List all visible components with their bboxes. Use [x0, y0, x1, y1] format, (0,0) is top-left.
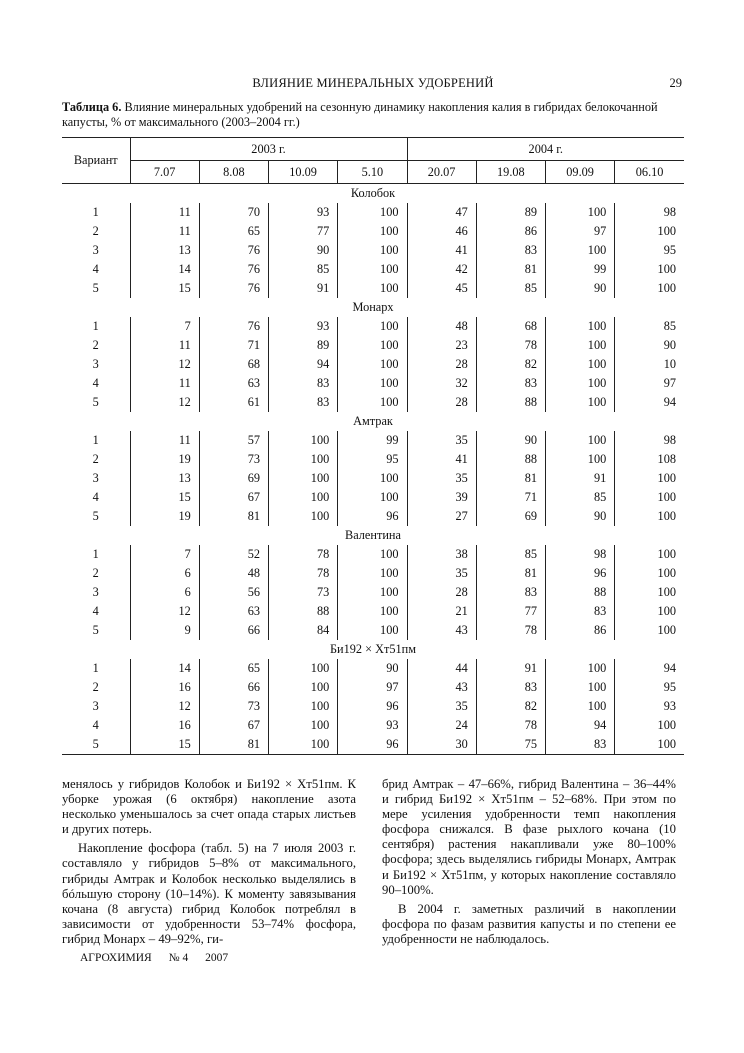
value-cell: 83 [269, 374, 338, 393]
value-cell: 66 [199, 621, 268, 640]
value-cell: 93 [269, 203, 338, 222]
value-cell: 42 [407, 260, 476, 279]
value-cell: 15 [130, 279, 199, 298]
table-row [62, 735, 684, 755]
value-cell: 100 [546, 355, 615, 374]
value-cell: 81 [476, 469, 545, 488]
date-header: 8.08 [199, 161, 268, 184]
value-cell: 68 [476, 317, 545, 336]
value-cell: 100 [338, 545, 407, 564]
value-cell: 94 [269, 355, 338, 374]
date-header: 20.07 [407, 161, 476, 184]
variant-cell: 4 [62, 602, 130, 621]
variant-cell: 5 [62, 393, 130, 412]
value-cell: 65 [199, 222, 268, 241]
value-cell: 100 [338, 260, 407, 279]
table-row [62, 374, 684, 393]
value-cell: 70 [199, 203, 268, 222]
value-cell: 98 [546, 545, 615, 564]
value-cell: 28 [407, 355, 476, 374]
value-cell: 100 [546, 203, 615, 222]
value-cell: 88 [476, 450, 545, 469]
value-cell: 78 [269, 564, 338, 583]
table-row [62, 488, 684, 507]
value-cell: 77 [476, 602, 545, 621]
value-cell: 14 [130, 659, 199, 678]
value-cell: 86 [476, 222, 545, 241]
value-cell: 78 [269, 545, 338, 564]
value-cell: 100 [338, 374, 407, 393]
value-cell: 95 [338, 450, 407, 469]
variant-cell: 5 [62, 735, 130, 755]
date-header: 10.09 [269, 161, 338, 184]
table-row [62, 393, 684, 412]
value-cell: 99 [546, 260, 615, 279]
value-cell: 100 [338, 279, 407, 298]
value-cell: 100 [546, 241, 615, 260]
table-body [62, 184, 684, 755]
value-cell: 81 [199, 507, 268, 526]
value-cell: 76 [199, 260, 268, 279]
value-cell: 61 [199, 393, 268, 412]
value-cell: 65 [199, 659, 268, 678]
running-title: ВЛИЯНИЕ МИНЕРАЛЬНЫХ УДОБРЕНИЙ [252, 76, 494, 90]
value-cell: 94 [546, 716, 615, 735]
value-cell: 32 [407, 374, 476, 393]
value-cell: 100 [269, 678, 338, 697]
value-cell: 69 [476, 507, 545, 526]
hybrid-group-row [62, 640, 684, 659]
value-cell: 100 [615, 735, 684, 755]
value-cell: 9 [130, 621, 199, 640]
table-row [62, 564, 684, 583]
value-cell: 100 [269, 716, 338, 735]
variant-cell: 3 [62, 241, 130, 260]
table-row [62, 450, 684, 469]
variant-cell: 3 [62, 355, 130, 374]
value-cell: 69 [199, 469, 268, 488]
publication-year: 2007 [205, 952, 229, 964]
value-cell: 86 [546, 621, 615, 640]
table-row [62, 431, 684, 450]
value-cell: 83 [476, 241, 545, 260]
value-cell: 11 [130, 374, 199, 393]
value-cell: 78 [476, 336, 545, 355]
variant-cell: 4 [62, 716, 130, 735]
value-cell: 96 [338, 507, 407, 526]
value-cell: 91 [476, 659, 545, 678]
table-caption [62, 100, 684, 130]
value-cell: 47 [407, 203, 476, 222]
value-cell: 7 [130, 545, 199, 564]
paragraph: менялось у гибридов Колобок и Би192 × Хт51пм. К уборке урожая (6 октября) накопление азота несколько уменьшалось за счет опада старых листьев и других потерь. [62, 777, 356, 837]
value-cell: 6 [130, 564, 199, 583]
value-cell: 100 [338, 203, 407, 222]
value-cell: 100 [546, 317, 615, 336]
value-cell: 11 [130, 203, 199, 222]
value-cell: 100 [546, 697, 615, 716]
issue-number: № 4 [168, 952, 189, 964]
variant-cell: 2 [62, 564, 130, 583]
value-cell: 77 [269, 222, 338, 241]
variant-cell: 4 [62, 488, 130, 507]
value-cell: 7 [130, 317, 199, 336]
value-cell: 11 [130, 336, 199, 355]
value-cell: 100 [269, 488, 338, 507]
value-cell: 93 [663, 699, 676, 713]
value-cell: 15 [130, 488, 199, 507]
value-cell: 100 [657, 281, 676, 295]
value-cell: 100 [657, 585, 676, 599]
table-row [62, 469, 684, 488]
value-cell: 100 [657, 490, 676, 504]
value-cell: 16 [130, 678, 199, 697]
value-cell: 100 [338, 621, 407, 640]
value-cell: 100 [269, 697, 338, 716]
value-cell: 90 [546, 507, 615, 526]
running-footer [80, 952, 242, 964]
date-header: 19.08 [476, 161, 545, 184]
table-row [62, 203, 684, 222]
value-cell: 67 [199, 716, 268, 735]
value-cell: 13 [130, 241, 199, 260]
value-cell: 108 [657, 452, 676, 466]
value-cell: 95 [663, 680, 676, 694]
body-text-left-column [62, 777, 356, 947]
table-row [62, 659, 684, 678]
table-caption-text: Влияние минеральных удобрений на сезонную динамику накопления калия в гибридах белокочанной капусты, % от максимального (2003–2004 гг.) [62, 100, 658, 129]
journal-name: АГРОХИМИЯ [80, 952, 152, 964]
value-cell: 96 [338, 735, 407, 755]
value-cell: 48 [407, 317, 476, 336]
value-cell: 73 [269, 583, 338, 602]
value-cell: 100 [657, 509, 676, 523]
value-cell: 100 [338, 564, 407, 583]
variant-cell: 2 [62, 336, 130, 355]
value-cell: 90 [546, 279, 615, 298]
value-cell: 75 [476, 735, 545, 755]
value-cell: 100 [338, 222, 407, 241]
table-row [62, 621, 684, 640]
value-cell: 38 [407, 545, 476, 564]
value-cell: 100 [338, 393, 407, 412]
value-cell: 35 [407, 564, 476, 583]
hybrid-name: Би192 × Хт51пм [329, 642, 417, 656]
value-cell: 28 [407, 583, 476, 602]
value-cell: 100 [269, 735, 338, 755]
paragraph: В 2004 г. заметных различий в накоплении фосфора по фазам развития капусты и по степени ее удобренности не наблюдалось. [382, 901, 676, 946]
value-cell: 45 [407, 279, 476, 298]
value-cell: 19 [130, 507, 199, 526]
date-header: 5.10 [338, 161, 407, 184]
value-cell: 100 [657, 262, 676, 276]
value-cell: 100 [269, 469, 338, 488]
value-cell: 41 [407, 241, 476, 260]
hybrid-name: Валентина [345, 528, 401, 542]
variant-cell: 5 [62, 507, 130, 526]
value-cell: 30 [407, 735, 476, 755]
table-row [62, 678, 684, 697]
value-cell: 85 [476, 545, 545, 564]
value-cell: 88 [269, 602, 338, 621]
value-cell: 100 [546, 450, 615, 469]
value-cell: 68 [199, 355, 268, 374]
value-cell: 83 [476, 374, 545, 393]
value-cell: 100 [546, 336, 615, 355]
value-cell: 90 [338, 659, 407, 678]
paragraph: брид Амтрак – 47–66%, гибрид Валентина – 36–44% и гибрид Би192 × Хт51пм – 52–68%. При этом по мере усиления удобренности темп накопления фосфора снижался. В фазе рыхлого кочана (10 сентября) растения накапливали уже 80–100% фосфора; здесь выделялись гибриды Монарх, Амтрак и Би192 × Хт51пм, у которых накопление составляло 90–100%. [382, 777, 676, 897]
value-cell: 44 [407, 659, 476, 678]
date-header: 7.07 [130, 161, 199, 184]
date-header: 06.10 [615, 161, 684, 184]
value-cell: 57 [199, 431, 268, 450]
value-cell: 100 [338, 583, 407, 602]
hybrid-name: Амтрак [353, 414, 393, 428]
value-cell: 100 [657, 224, 676, 238]
value-cell: 96 [546, 564, 615, 583]
value-cell: 73 [199, 450, 268, 469]
value-cell: 100 [338, 355, 407, 374]
variant-cell: 5 [62, 279, 130, 298]
year-header-2004: 2004 г. [407, 138, 684, 161]
value-cell: 97 [338, 678, 407, 697]
value-cell: 100 [546, 431, 615, 450]
value-cell: 46 [407, 222, 476, 241]
value-cell: 97 [663, 376, 676, 390]
value-cell: 90 [663, 338, 676, 352]
variant-header: Вариант [62, 138, 130, 184]
value-cell: 85 [476, 279, 545, 298]
value-cell: 100 [657, 566, 676, 580]
value-cell: 15 [130, 735, 199, 755]
variant-cell: 2 [62, 678, 130, 697]
value-cell: 35 [407, 697, 476, 716]
value-cell: 48 [199, 564, 268, 583]
hybrid-group-row [62, 298, 684, 317]
value-cell: 63 [199, 602, 268, 621]
value-cell: 12 [130, 355, 199, 374]
table-label: Таблица 6. [62, 100, 122, 114]
variant-cell: 1 [62, 659, 130, 678]
value-cell: 98 [663, 205, 676, 219]
value-cell: 6 [130, 583, 199, 602]
table-row [62, 336, 684, 355]
value-cell: 56 [199, 583, 268, 602]
table-row [62, 583, 684, 602]
value-cell: 90 [269, 241, 338, 260]
value-cell: 89 [269, 336, 338, 355]
hybrid-group-row [62, 526, 684, 545]
value-cell: 35 [407, 469, 476, 488]
value-cell: 100 [657, 547, 676, 561]
value-cell: 100 [338, 469, 407, 488]
value-cell: 35 [407, 431, 476, 450]
value-cell: 89 [476, 203, 545, 222]
value-cell: 85 [663, 319, 676, 333]
hybrid-group-row [62, 412, 684, 431]
table-row [62, 260, 684, 279]
variant-cell: 3 [62, 697, 130, 716]
value-cell: 10 [663, 357, 676, 371]
hybrid-name: Монарх [352, 300, 394, 314]
value-cell: 12 [130, 393, 199, 412]
variant-cell: 2 [62, 222, 130, 241]
running-header [62, 76, 684, 94]
value-cell: 13 [130, 469, 199, 488]
value-cell: 66 [199, 678, 268, 697]
value-cell: 82 [476, 697, 545, 716]
table-row [62, 222, 684, 241]
value-cell: 76 [199, 241, 268, 260]
value-cell: 91 [269, 279, 338, 298]
value-cell: 100 [546, 393, 615, 412]
page-number: 29 [669, 76, 682, 90]
value-cell: 100 [546, 374, 615, 393]
value-cell: 27 [407, 507, 476, 526]
table-row [62, 697, 684, 716]
value-cell: 97 [546, 222, 615, 241]
variant-cell: 1 [62, 431, 130, 450]
value-cell: 100 [657, 471, 676, 485]
table-row [62, 241, 684, 260]
value-cell: 67 [199, 488, 268, 507]
value-cell: 100 [338, 317, 407, 336]
value-cell: 96 [338, 697, 407, 716]
value-cell: 78 [476, 716, 545, 735]
value-cell: 90 [476, 431, 545, 450]
value-cell: 76 [199, 317, 268, 336]
value-cell: 39 [407, 488, 476, 507]
value-cell: 14 [130, 260, 199, 279]
value-cell: 83 [269, 393, 338, 412]
variant-cell: 4 [62, 260, 130, 279]
value-cell: 100 [546, 659, 615, 678]
data-table-container [62, 137, 684, 755]
value-cell: 63 [199, 374, 268, 393]
value-cell: 100 [338, 602, 407, 621]
variant-cell: 2 [62, 450, 130, 469]
value-cell: 88 [546, 583, 615, 602]
value-cell: 95 [663, 243, 676, 257]
value-cell: 99 [338, 431, 407, 450]
value-cell: 82 [476, 355, 545, 374]
value-cell: 24 [407, 716, 476, 735]
value-cell: 81 [476, 260, 545, 279]
value-cell: 88 [476, 393, 545, 412]
value-cell: 41 [407, 450, 476, 469]
value-cell: 81 [476, 564, 545, 583]
potassium-table [62, 137, 684, 755]
value-cell: 83 [476, 678, 545, 697]
table-row [62, 716, 684, 735]
table-row [62, 545, 684, 564]
value-cell: 100 [269, 450, 338, 469]
table-row [62, 507, 684, 526]
value-cell: 76 [199, 279, 268, 298]
value-cell: 85 [269, 260, 338, 279]
table-row [62, 355, 684, 374]
value-cell: 19 [130, 450, 199, 469]
variant-cell: 4 [62, 374, 130, 393]
value-cell: 93 [269, 317, 338, 336]
value-cell: 100 [269, 507, 338, 526]
value-cell: 100 [338, 336, 407, 355]
variant-cell: 1 [62, 545, 130, 564]
value-cell: 100 [269, 431, 338, 450]
value-cell: 100 [338, 241, 407, 260]
table-row [62, 317, 684, 336]
value-cell: 43 [407, 621, 476, 640]
value-cell: 84 [269, 621, 338, 640]
body-text-right-column [382, 777, 676, 947]
value-cell: 100 [269, 659, 338, 678]
hybrid-name: Колобок [350, 186, 396, 200]
date-header: 09.09 [546, 161, 615, 184]
value-cell: 100 [657, 718, 676, 732]
value-cell: 71 [199, 336, 268, 355]
value-cell: 83 [546, 735, 615, 755]
table-row [62, 602, 684, 621]
value-cell: 16 [130, 716, 199, 735]
value-cell: 28 [407, 393, 476, 412]
value-cell: 81 [199, 735, 268, 755]
hybrid-group-row [62, 184, 684, 204]
value-cell: 71 [476, 488, 545, 507]
value-cell: 100 [657, 604, 676, 618]
value-cell: 98 [663, 433, 676, 447]
value-cell: 93 [338, 716, 407, 735]
value-cell: 23 [407, 336, 476, 355]
value-cell: 43 [407, 678, 476, 697]
value-cell: 100 [657, 623, 676, 637]
variant-cell: 1 [62, 317, 130, 336]
value-cell: 83 [476, 583, 545, 602]
variant-cell: 1 [62, 203, 130, 222]
value-cell: 83 [546, 602, 615, 621]
value-cell: 94 [663, 395, 676, 409]
value-cell: 100 [546, 678, 615, 697]
value-cell: 85 [546, 488, 615, 507]
value-cell: 21 [407, 602, 476, 621]
value-cell: 12 [130, 697, 199, 716]
paragraph: Накопление фосфора (табл. 5) на 7 июля 2003 г. составляло у гибридов 5–8% от максимального, гибриды Амтрак и Колобок несколько выделялись в бóльшую сторону (10–14%). К моменту завязывания кочана (8 августа) гибрид Колобок потреблял в зависимости от удобренности 53–74% фосфора, гибрид Монарх – 49–92%, ги- [62, 841, 356, 946]
value-cell: 94 [663, 661, 676, 675]
year-header-2003: 2003 г. [130, 138, 407, 161]
table-row [62, 279, 684, 298]
value-cell: 11 [130, 431, 199, 450]
variant-cell: 5 [62, 621, 130, 640]
value-cell: 100 [338, 488, 407, 507]
value-cell: 11 [130, 222, 199, 241]
value-cell: 52 [199, 545, 268, 564]
value-cell: 73 [199, 697, 268, 716]
variant-cell: 3 [62, 583, 130, 602]
variant-cell: 3 [62, 469, 130, 488]
value-cell: 78 [476, 621, 545, 640]
value-cell: 91 [546, 469, 615, 488]
value-cell: 12 [130, 602, 199, 621]
